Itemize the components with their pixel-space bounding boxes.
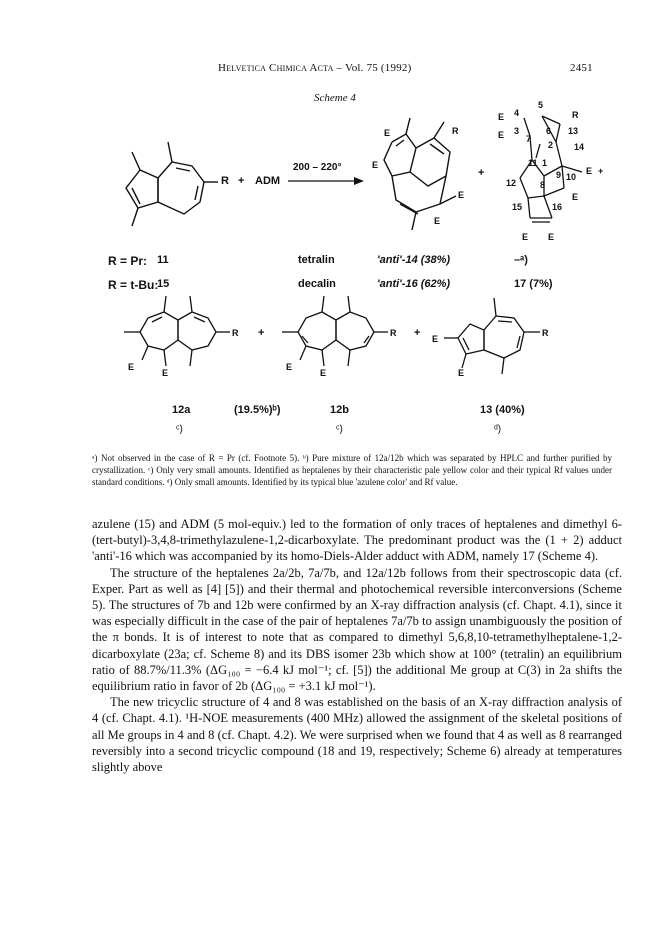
azulene-reactant-structure <box>110 130 230 240</box>
scheme-footnotes: ᵃ) Not observed in the case of R = Pr (cf. Footnote 5). ᵇ) Pure mixture of 12a/12b which was separated by HPLC and further purified by crystallization. ᶜ) Only very small amounts. Identified as heptalenes by their characteristic pale yellow color and their typical Rf values under standard conditions. ᵈ) Only small amounts. Identified by its typical blue 'azulene color' and Rf value. <box>92 453 612 487</box>
svg-text:E: E <box>162 368 169 378</box>
svg-text:3: 3 <box>514 126 520 136</box>
journal-name: Helvetica Chimica Acta <box>218 62 334 74</box>
heptalene-12a-structure <box>118 296 248 376</box>
note-c-12a: ᶜ) <box>176 424 183 435</box>
page-number: 2451 <box>570 62 593 74</box>
svg-text:R: R <box>542 328 549 338</box>
plus-sign-1: + <box>238 175 245 187</box>
plus-sign-3: + <box>258 327 265 339</box>
svg-text:R: R <box>452 126 459 136</box>
scheme-title: Scheme 4 <box>314 92 356 104</box>
row1-r-label: R = Pr: <box>108 254 148 268</box>
reactant-substituent: R <box>221 175 229 187</box>
svg-text:6: 6 <box>546 126 552 136</box>
heptalene-12b-structure <box>276 296 406 376</box>
note-c-12b: ᶜ) <box>336 424 343 435</box>
reagent-adm: ADM <box>255 175 281 187</box>
row2-solvent: decalin <box>298 278 336 290</box>
svg-text:E: E <box>432 334 439 344</box>
svg-text:E: E <box>498 112 505 122</box>
svg-text:E: E <box>372 160 379 170</box>
azulene-13-structure <box>432 294 562 376</box>
svg-text:E: E <box>522 232 529 242</box>
row1-product-a: 'anti'-14 (38%) <box>377 254 451 266</box>
svg-text:5: 5 <box>538 100 544 110</box>
reaction-conditions: 200 – 220° <box>293 162 342 173</box>
plus-sign-4: + <box>414 327 421 339</box>
svg-text:2: 2 <box>548 140 554 150</box>
row1-solvent: tetralin <box>298 254 335 266</box>
svg-text:8: 8 <box>540 180 546 190</box>
row2-r-label: R = t-Bu: <box>108 278 159 292</box>
homo-diels-alder-structure <box>486 100 606 248</box>
svg-text:E: E <box>498 130 505 140</box>
svg-text:15: 15 <box>512 202 523 212</box>
svg-text:E: E <box>548 232 555 242</box>
svg-text:E: E <box>572 192 579 202</box>
svg-text:E: E <box>458 368 465 378</box>
svg-text:10: 10 <box>566 172 577 182</box>
label-12b: 12b <box>330 404 349 416</box>
svg-text:R: R <box>572 110 579 120</box>
row2-product-a: 'anti'-16 (62%) <box>377 278 451 290</box>
svg-text:14: 14 <box>574 142 585 152</box>
svg-text:E: E <box>458 190 465 200</box>
header-separator: – <box>336 62 343 74</box>
row2-compound: 15 <box>157 278 170 290</box>
paragraph-1: azulene (15) and ADM (5 mol-equiv.) led to the formation of only traces of heptalenes and dimethyl 6-(tert-butyl)-3,4,8-trimethylazulene-1,2-dicarboxylate. The predominant product was the (1 + 2) adduct 'anti'-16 which was accompanied by its homo-Diels-Alder adduct with ADM, namely 17 (Scheme 4). <box>92 517 622 564</box>
label-13: 13 (40%) <box>480 404 525 416</box>
svg-text:R: R <box>390 328 397 338</box>
svg-text:E: E <box>434 216 441 226</box>
svg-text:R: R <box>232 328 239 338</box>
svg-text:E: E <box>286 362 293 372</box>
journal-volume: Vol. 75 (1992) <box>345 62 412 74</box>
row2-product-b: 17 (7%) <box>514 278 553 290</box>
svg-text:11: 11 <box>528 158 538 168</box>
row1-product-b: –ᵃ) <box>514 254 528 266</box>
svg-text:16: 16 <box>552 202 563 212</box>
note-d-13: ᵈ) <box>494 424 502 435</box>
yield-12: (19.5%)ᵇ) <box>234 404 281 416</box>
svg-text:13: 13 <box>568 126 579 136</box>
svg-text:4: 4 <box>514 108 520 118</box>
svg-text:12: 12 <box>506 178 517 188</box>
running-header <box>218 62 411 74</box>
svg-text:E: E <box>128 362 135 372</box>
svg-text:E: E <box>320 368 327 378</box>
reaction-arrow <box>288 176 364 186</box>
paragraph-3: The new tricyclic structure of 4 and 8 was established on the basis of an X-ray diffraction analysis of 4 (cf. Chapt. 4.1). ¹H-NOE measurements (400 MHz) allowed the assignment of the skeletal positions of all Me groups in 4 and 8 (cf. Chapt. 4.2). We were surprised when we found that 4 as well as 8 rearranged reversibly into a second tricyclic compound (18 and 19, respectively; Scheme 6) already at temperatures slightly above <box>92 695 622 775</box>
svg-text:9: 9 <box>556 170 562 180</box>
anti-adduct-structure <box>370 112 480 242</box>
row1-compound: 11 <box>157 254 169 266</box>
label-12a: 12a <box>172 404 191 416</box>
svg-text:E: E <box>384 128 391 138</box>
svg-text:7: 7 <box>526 134 532 144</box>
body-text <box>92 516 622 775</box>
svg-text:E: E <box>586 166 593 176</box>
plus-sign-2: + <box>478 167 485 179</box>
svg-text:1: 1 <box>542 158 548 168</box>
paragraph-2: The structure of the heptalenes 2a/2b, 7a/7b, and 12a/12b follows from their spectroscopic data (cf. Exper. Part as well as [4] [5]) and their thermal and photochemical reversible interconversions (Scheme 5). The structures of 7b and 12b were confirmed by an X-ray diffraction analysis (cf. Chapt. 4.1), since it was especially difficult in the case of the pair of heptalenes 7a/7b to assign unambiguously the position of the π bonds. It is of interest to note that as compared to dimethyl 5,6,8,10-tetramethylheptalene-1,2-dicarboxylate (23a; cf. Scheme 8) and its DBS isomer 23b which show at 100° (tetralin) an equilibrium ratio of 88.7%/11.3% (ΔG₁₀₀ = −6.4 kJ mol⁻¹; cf. [5]) the additional Me group at C(3) in 2a shifts the equilibrium ratio in favor of 2b (ΔG₁₀₀ = +3.1 kJ mol⁻¹). <box>92 565 622 694</box>
svg-text:+: + <box>598 166 604 176</box>
